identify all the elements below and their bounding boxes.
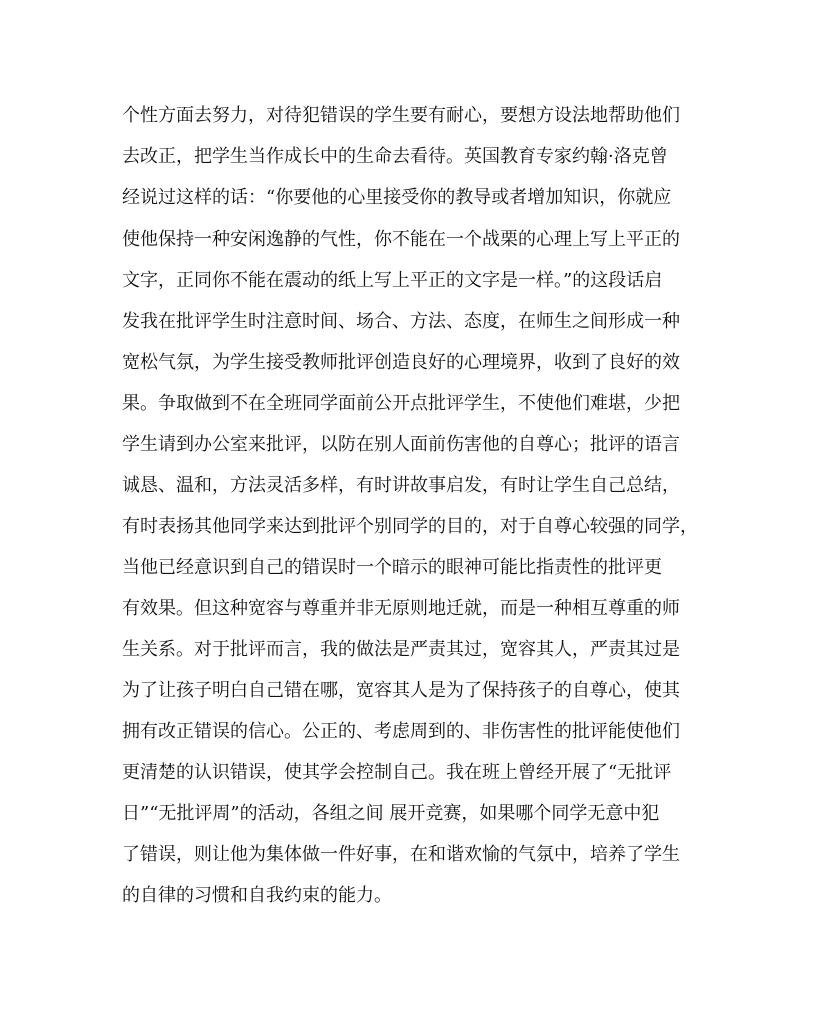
text-line: 了错误，则让他为集体做一件好事，在和谐欢愉的气氛中，培养了学生 [122, 844, 680, 865]
text-line: 去改正，把学生当作成长中的生命去看待。英国教育专家约翰·洛克曾 [122, 146, 668, 167]
text-line: 生关系。对于批评而言，我的做法是严责其过，宽容其人，严责其过是 [122, 639, 680, 660]
text-line: 更清楚的认识错误，使其学会控制自己。我在班上曾经开展了“无批评 [122, 762, 672, 783]
text-line: 发我在批评学生时注意时间、场合、方法、态度，在师生之间形成一种 [122, 311, 680, 332]
text-line: 拥有改正错误的信心。公正的、考虑周到的、非伤害性的批评能使他们 [122, 721, 680, 742]
text-line: 经说过这样的话：“你要他的心里接受你的教导或者增加知识，你就应 [122, 187, 672, 208]
text-line: 宽松气氛，为学生接受教师批评创造良好的心理境界，收到了良好的效 [122, 352, 680, 373]
text-line: 的自律的习惯和自我约束的能力。 [122, 885, 392, 906]
text-line: 日”“无批评周”的活动，各组之间 展开竞赛，如果哪个同学无意中犯 [122, 803, 660, 824]
text-line: 文字，正同你不能在震动的纸上写上平正的文字是一样。”的这段话启 [122, 270, 663, 291]
text-line: 个性方面去努力，对待犯错误的学生要有耐心，要想方设法地帮助他们 [122, 105, 680, 126]
text-line: 使他保持一种安闲逸静的气性，你不能在一个战栗的心理上写上平正的 [122, 229, 680, 250]
text-line: 为了让孩子明白自己错在哪，宽容其人是为了保持孩子的自尊心，使其 [122, 680, 680, 701]
text-line: 学生请到办公室来批评，以防在别人面前伤害他的自尊心；批评的语言 [122, 434, 680, 455]
text-line: 当他已经意识到自己的错误时一个暗示的眼神可能比指责性的批评更 [122, 557, 662, 578]
text-line: 诚恳、温和，方法灵活多样，有时讲故事启发，有时让学生自己总结， [122, 475, 680, 496]
text-line: 有效果。但这种宽容与尊重并非无原则地迁就，而是一种相互尊重的师 [122, 598, 680, 619]
text-line: 果。争取做到不在全班同学面前公开点批评学生，不使他们难堪，少把 [122, 393, 680, 414]
text-line: 有时表扬其他同学来达到批评个别同学的目的，对于自尊心较强的同学， [122, 516, 698, 537]
